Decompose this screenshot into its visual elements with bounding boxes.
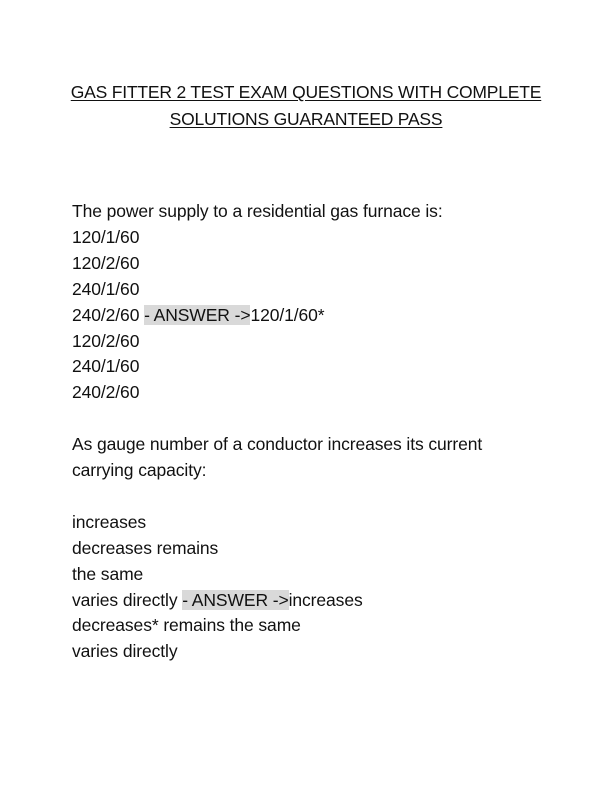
title-line-1: GAS FITTER 2 TEST EXAM QUESTIONS WITH COMPLETE <box>70 82 542 102</box>
title-line-2: SOLUTIONS GUARANTEED PASS <box>169 109 443 129</box>
question-1-answer-marker: - ANSWER -> <box>144 304 251 325</box>
paragraph-spacer <box>72 406 552 432</box>
question-1-option: 120/2/60 <box>72 252 140 273</box>
question-2-after-answer: varies directly <box>72 641 178 662</box>
paragraph-spacer <box>72 484 552 510</box>
questions-body <box>72 199 552 665</box>
question-1-after-answer: 240/1/60 <box>72 356 140 377</box>
question-2-text-line-1: As gauge number of a conductor increases its current <box>72 434 483 455</box>
question-1-answer-line <box>72 303 552 329</box>
question-1-text: The power supply to a residential gas furnace is: <box>72 201 443 221</box>
question-2-answer-text: increases <box>288 589 363 610</box>
question-1-option: 120/1/60 <box>72 226 140 247</box>
question-1-answer-prefix: 240/2/60 <box>72 304 145 325</box>
question-1-answer-text: 120/1/60* <box>250 304 325 325</box>
question-1-after-answer: 240/2/60 <box>72 382 140 403</box>
question-2-answer-marker: - ANSWER -> <box>182 589 289 610</box>
question-2-answer-prefix: varies directly <box>72 589 183 610</box>
question-2-option: the same <box>72 563 144 584</box>
question-2-option: increases <box>72 511 146 532</box>
document-title <box>60 79 552 133</box>
question-2-option: decreases remains <box>72 537 219 558</box>
question-1-after-answer: 120/2/60 <box>72 330 140 351</box>
question-2-after-answer: decreases* remains the same <box>72 615 301 636</box>
question-2-answer-line <box>72 588 552 614</box>
question-1-option: 240/1/60 <box>72 278 140 299</box>
question-2-text-line-2: carrying capacity: <box>72 460 207 481</box>
